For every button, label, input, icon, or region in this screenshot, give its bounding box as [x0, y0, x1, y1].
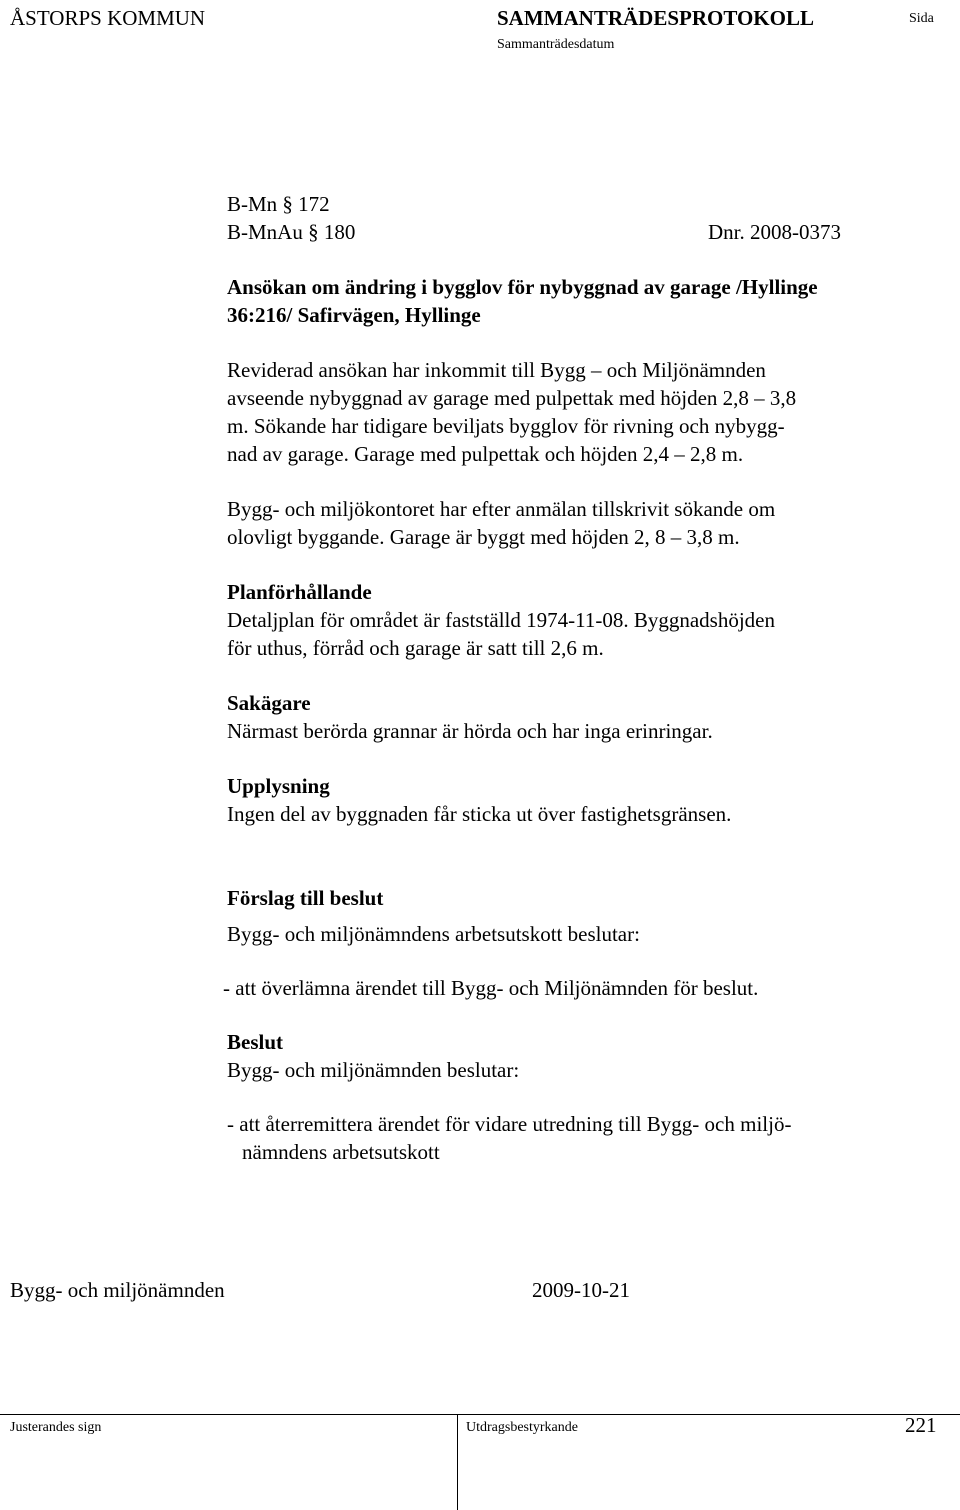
case-heading-line-1: Ansökan om ändring i bygglov för nybyggnad av garage /Hyllinge	[227, 275, 818, 299]
reference-block	[227, 190, 927, 246]
plan-heading: Planförhållande	[227, 580, 372, 604]
paragraph-1-line-4: nad av garage. Garage med pulpettak och höjden 2,4 – 2,8 m.	[227, 442, 744, 466]
document-body	[223, 190, 927, 1166]
decision-line-3: nämndens arbetsutskott	[242, 1140, 440, 1164]
plan-line-1: Detaljplan för området är fastställd 1974-11-08. Byggnadshöjden	[227, 608, 775, 632]
decision-heading: Beslut	[227, 1030, 284, 1054]
page-label: Sida	[909, 11, 934, 26]
page-number: 221	[905, 1413, 937, 1437]
upplysning-text: Ingen del av byggnaden får sticka ut över fastighetsgränsen.	[227, 802, 732, 826]
reference-line-2-text: B-MnAu § 180	[227, 220, 356, 244]
meeting-date: 2009-10-21	[532, 1278, 630, 1302]
signature-label: Justerandes sign	[10, 1420, 102, 1435]
paragraph-1-line-3: m. Sökande har tidigare beviljats bygglov för rivning och nybygg-	[227, 414, 785, 438]
footer-divider	[0, 1414, 960, 1415]
reference-line-2	[227, 218, 927, 246]
board-name: Bygg- och miljönämnden	[10, 1278, 225, 1302]
diary-number: Dnr. 2008-0373	[708, 220, 841, 244]
sakagare-heading: Sakägare	[227, 691, 311, 715]
paragraph-2-line-2: olovligt byggande. Garage är byggt med höjden 2, 8 – 3,8 m.	[227, 525, 740, 549]
decision-line-2: - att återremittera ärendet för vidare utredning till Bygg- och miljö-	[227, 1112, 792, 1136]
decision-line-1: Bygg- och miljönämnden beslutar:	[227, 1058, 520, 1082]
proposal-heading: Förslag till beslut	[227, 886, 384, 910]
upplysning-heading: Upplysning	[227, 774, 330, 798]
meeting-date-label: Sammanträdesdatum	[497, 37, 615, 52]
organization-name: ÅSTORPS KOMMUN	[10, 6, 206, 30]
case-heading-line-2: 36:216/ Safirvägen, Hyllinge	[227, 303, 481, 327]
paragraph-2-line-1: Bygg- och miljökontoret har efter anmälan tillskrivit sökande om	[227, 497, 776, 521]
paragraph-1-line-2: avseende nybyggnad av garage med pulpettak med höjden 2,8 – 3,8	[227, 386, 797, 410]
certification-label: Utdragsbestyrkande	[466, 1420, 578, 1435]
proposal-line-2: - att överlämna ärendet till Bygg- och Miljönämnden för beslut.	[223, 976, 759, 1000]
reference-line-1: B-Mn § 172	[227, 192, 330, 216]
paragraph-1-line-1: Reviderad ansökan har inkommit till Bygg – och Miljönämnden	[227, 358, 766, 382]
footer-column-divider	[457, 1414, 458, 1510]
sakagare-text: Närmast berörda grannar är hörda och har inga erinringar.	[227, 719, 713, 743]
plan-line-2: för uthus, förråd och garage är satt till 2,6 m.	[227, 636, 604, 660]
proposal-line-1: Bygg- och miljönämndens arbetsutskott beslutar:	[227, 922, 640, 946]
document-title: SAMMANTRÄDESPROTOKOLL	[497, 6, 814, 30]
